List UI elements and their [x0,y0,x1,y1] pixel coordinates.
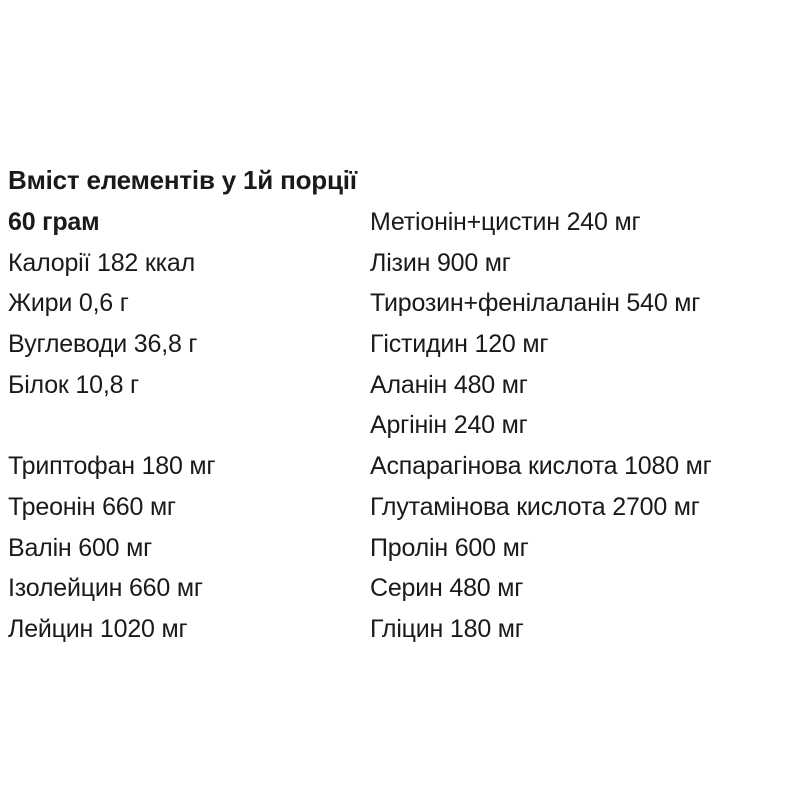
amino-serine: Серин 480 мг [370,574,524,603]
nutrient-protein: Білок 10,8 г [8,370,139,399]
list-spacer [8,405,215,446]
nutrient-calories: Калорії 182 ккал [8,248,195,277]
amino-aspartic-acid: Аспарагінова кислота 1080 мг [370,452,712,481]
amino-glutamic-acid: Глутамінова кислота 2700 мг [370,492,700,521]
serving-size: 60 грам [8,208,100,236]
amino-leucine: Лейцин 1020 мг [8,614,188,643]
amino-valine: Валін 600 мг [8,533,153,562]
nutrition-title: Вміст елементів у 1й порції [8,165,357,195]
nutrient-carbohydrates: Вуглеводи 36,8 г [8,330,198,359]
amino-alanine: Аланін 480 мг [370,370,528,399]
nutrition-list-left [8,202,215,650]
amino-tryptophan: Триптофан 180 мг [8,452,216,481]
amino-glycine: Гліцин 180 мг [370,614,524,643]
amino-lysine: Лізин 900 мг [370,248,511,277]
amino-methionine-cystine: Метіонін+цистин 240 мг [370,208,641,236]
amino-threonine: Треонін 660 мг [8,492,176,521]
amino-tyrosine-phenylalanine: Тирозин+фенілаланін 540 мг [370,289,701,318]
amino-isoleucine: Ізолейцин 660 мг [8,574,203,603]
nutrition-list-right [370,202,712,650]
nutrient-fat: Жири 0,6 г [8,289,129,318]
amino-arginine: Аргінін 240 мг [370,411,528,440]
amino-proline: Пролін 600 мг [370,533,529,562]
amino-histidine: Гістидин 120 мг [370,330,549,359]
